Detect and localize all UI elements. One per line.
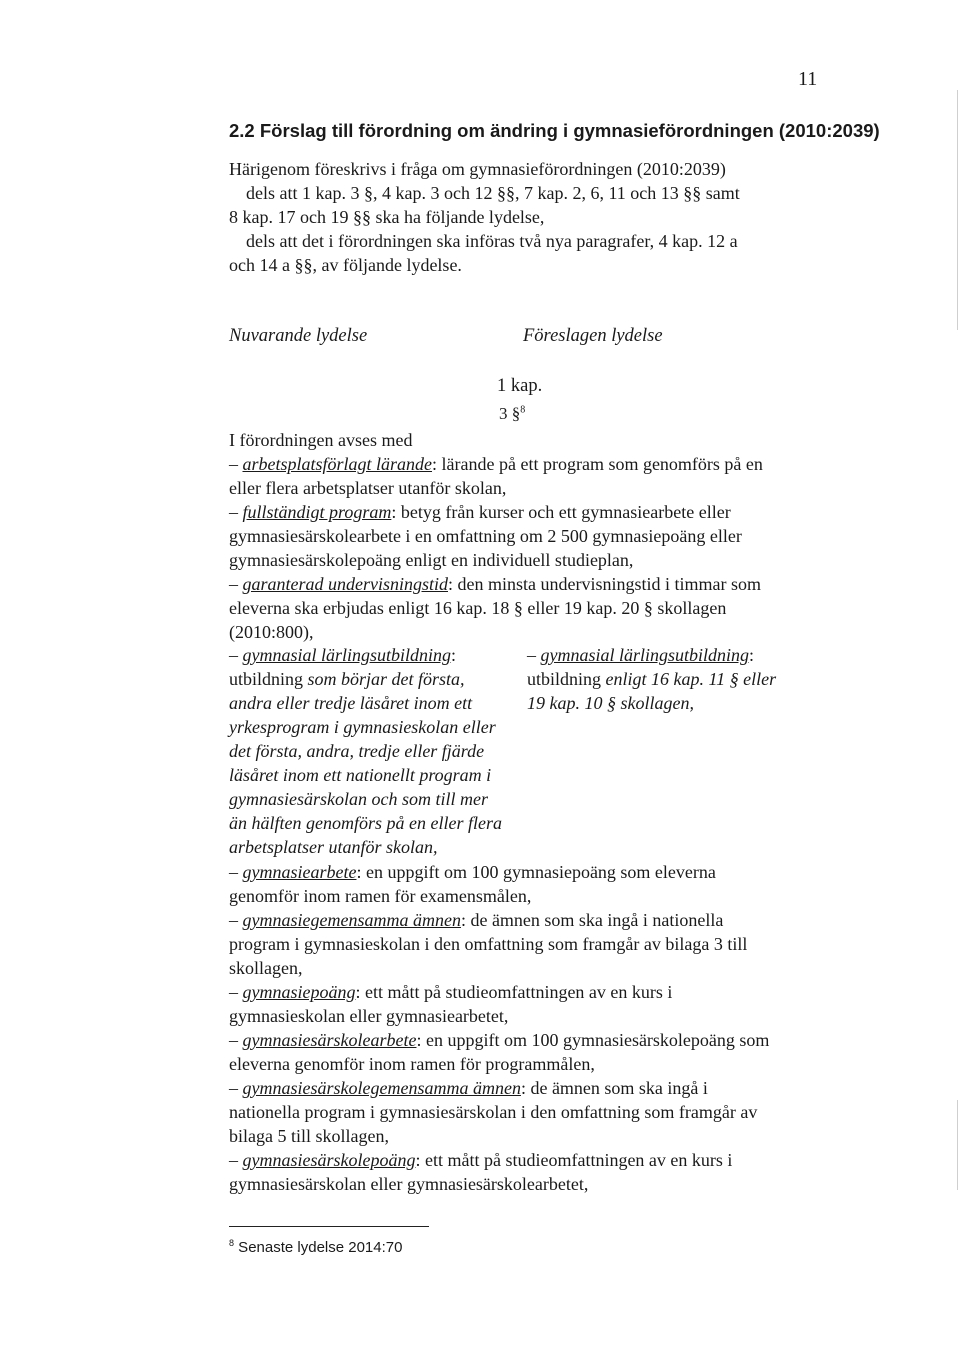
definition-item: – garanterad undervisningstid: den minsta undervisningstid i timmar som eleverna ska erbjudas enligt 16 kap. 18 § eller 19 kap. 20 § skollagen (2010:800), (229, 574, 761, 642)
definition-item: – gymnasiegemensamma ämnen: de ämnen som ska ingå i nationella program i gymnasieskolan i den omfattning som framgår av bilaga 3 till skollagen, (229, 910, 748, 978)
footnote-number: 8 (229, 1238, 235, 1248)
intro-line: dels att 1 kap. 3 §, 4 kap. 3 och 12 §§, 7 kap. 2, 6, 11 och 13 §§ samt (246, 183, 740, 203)
proposed-text-column: – gymnasial lärlingsutbildning: utbildning enligt 16 kap. 11 § eller 19 kap. 10 § skollagen, (527, 645, 777, 713)
definition-item: – gymnasiesärskolegemensamma ämnen: de ämnen som ska ingå i nationella program i gymnasiesärskolan i den omfattning som framgår av bilaga 5 till skollagen, (229, 1078, 758, 1146)
definition-term: gymnasiearbete (242, 862, 357, 882)
page-number: 11 (798, 68, 818, 90)
intro-line: 8 kap. 17 och 19 §§ ska ha följande lydelse, (229, 207, 545, 227)
intro-line: Härigenom föreskrivs i fråga om gymnasieförordningen (2010:2039) (229, 159, 726, 179)
scan-edge-line-lower (957, 1100, 958, 1190)
section-heading: 2.2 Förslag till förordning om ändring i gymnasieförordningen (2010:2039) (229, 120, 880, 141)
intro-paragraph (229, 157, 740, 277)
definition-term: fullständigt program (242, 502, 392, 522)
definition-item: – gymnasiesärskolearbete: en uppgift om 100 gymnasiesärskolepoäng som eleverna genomför inom ramen för programmålen, (229, 1030, 770, 1074)
definition-item: – gymnasiesärskolepoäng: ett mått på studieomfattningen av en kurs i gymnasiesärskolan eller gymnasiesärskolearbetet, (229, 1150, 733, 1194)
column-heading-current: Nuvarande lydelse (229, 326, 368, 346)
definition-item: – arbetsplatsförlagt lärande: lärande på ett program som genomförs på en eller flera arbetsplatser utanför skolan, (229, 454, 763, 498)
footnote-text: Senaste lydelse 2014:70 (234, 1239, 403, 1256)
definition-term: gymnasiegemensamma ämnen (242, 910, 461, 930)
footnote (229, 1238, 402, 1256)
intro-line: och 14 a §§, av följande lydelse. (229, 255, 462, 275)
scan-edge-line (957, 90, 958, 330)
definition-item: – gymnasiearbete: en uppgift om 100 gymnasiepoäng som eleverna genomför inom ramen för examensmålen, (229, 862, 716, 906)
definition-term: garanterad undervisningstid (242, 574, 448, 594)
intro-line: dels att det i förordningen ska införas två nya paragrafer, 4 kap. 12 a (246, 231, 738, 251)
definitions-lead: I förordningen avses med (229, 430, 413, 450)
definition-term: gymnasial lärlingsutbildning (540, 645, 750, 665)
definition-term: gymnasiesärskolegemensamma ämnen (242, 1078, 521, 1098)
definition-term: gymnasiesärskolearbete (242, 1030, 417, 1050)
current-text-column: – gymnasial lärlingsutbildning: utbildning som börjar det första, andra eller tredje läsåret inom ett yrkesprogram i gymnasieskolan eller det första, andra, tredje eller fjärde läsåret inom ett nationellt program i gymnasiesärskolan och som till mer än hälften genomförs på en eller flera arbetsplatser utanför skolan, (229, 645, 502, 857)
definition-term: gymnasiesärskolepoäng (242, 1150, 416, 1170)
definition-term: gymnasial lärlingsutbildning (242, 645, 452, 665)
definition-item: – fullständigt program: betyg från kurser och ett gymnasiearbete eller gymnasiesärskolearbete i en omfattning om 2 500 gymnasiepoäng eller gymnasiesärskolepoäng enligt en individuell studieplan, (229, 502, 742, 570)
definition-term: gymnasiepoäng (242, 982, 356, 1002)
footnote-ref: 8 (520, 404, 526, 416)
footnote-divider (229, 1226, 429, 1227)
definition-term: arbetsplatsförlagt lärande (242, 454, 433, 474)
section-label: 3 §$^8$ (499, 404, 526, 423)
chapter-label: 1 kap. (497, 376, 543, 396)
column-heading-proposed: Föreslagen lydelse (523, 326, 663, 346)
definition-item: – gymnasiepoäng: ett mått på studieomfattningen av en kurs i gymnasieskolan eller gymnasiearbetet, (229, 982, 673, 1026)
